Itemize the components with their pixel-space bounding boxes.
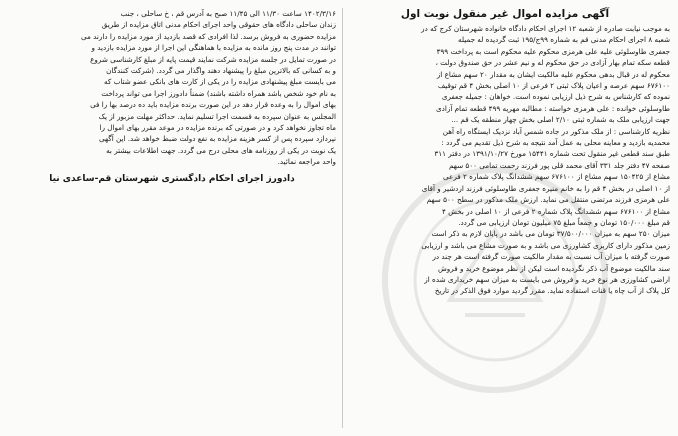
left-column-line: ۱۴۰۲/۳/۱۶ ساعت ۱۱/۳۰ الی ۱۱/۴۵ صبح به آدرس قم ، خ ساحلی ، جنب bbox=[120, 9, 336, 18]
left-column-line: و به کسانی که بالاترین مبلغ را پیشنهاد دهند واگذار می گردد. (شرکت کنندگان bbox=[106, 66, 336, 76]
notice-title: آگهی مزایده اموال غیر منقول نوبت اول bbox=[400, 8, 610, 20]
left-column-line: نپردازد سپرده پس از کسر هزینه مزایده به نفع دولت ضبط خواهد شد. این آگهی bbox=[99, 134, 336, 144]
left-column-line: زندان ساحلی دادگاه های حقوقی واحد اجرای احکام مدنی اتاق مزایده از طریق bbox=[101, 20, 336, 30]
right-column-line: میزان ۲۵۰ سهم به میزان ۳۷/۵۰۰/۰۰۰ تومان می باشد در پایان لازم به ذکر است bbox=[431, 229, 670, 239]
notice-signature: دادورز اجرای احکام دادگستری شهرستان قم-ساعدی نیا bbox=[49, 173, 295, 184]
left-column-line: به نام خود شخص باشد همراه داشته باشند) ضمناً دادورز اجرا می تواند پرداخت bbox=[101, 88, 336, 98]
right-column-line: طبق سند قطعی غیر منقول تحت شماره ۱۵۴۴۱ مورخ ۱۳۹۱/۱۰/۲۷ در دفتر ۳۱۱ bbox=[434, 149, 670, 159]
left-column-line: در صورت تمایل در جلسه مزایده شرکت نمایند قیمت پایه از مبلغ کارشناسی شروع bbox=[90, 54, 336, 64]
right-column-line: محمدیه بازدید و معاینه محلی به عمل آمد نتیجه به شرح ذیل تقدیم می گردد : bbox=[441, 138, 670, 148]
left-column-line: توانند در مدت پنج روز مانده به مزایده با هماهنگی این اجرا از مورد مزایده بازدید و bbox=[91, 43, 336, 53]
right-column-line: از ۱۰ اصلی در بخش ۴ قم را به خانم منیره جعفری طاوسلوئی فرزند اردشیر و آقای bbox=[421, 183, 670, 193]
right-column-line: محکوم له در قبال بدهی محکوم علیه مالکیت ایشان به مقدار ۲۰ سهم مشاع از bbox=[436, 69, 670, 79]
right-column-line: جعفری طاوسلوئی علیه علی هرمزی محکوم علیه محکوم است به پرداخت ۴۹۹ bbox=[436, 46, 670, 56]
right-column-line: به موجب نیابت صادره از شعبه ۱۲ اجرای احکام دادگاه خانواده شهرستان کرج که در bbox=[421, 24, 670, 33]
left-column-line: یک نوبت در یکی از روزنامه های محلی درج می گردد. جهت اطلاعات بیشتر به bbox=[106, 145, 336, 155]
right-column-line: علی هرمزی فرزند مرتضی منتقل می نماید. ارزش ملک مذکور در سطح ۵۰۰ سهم bbox=[426, 195, 670, 205]
left-column-line: ماه تجاوز نخواهد کرد و در صورتی که برنده مزایده در موعد مقرر بهای اموال را bbox=[99, 123, 336, 133]
right-column-line: شعبه ۸ اجرای احکام مدنی قم به شماره ۹۹ج/۱۹۵ ثبت گردیده له جمیله bbox=[458, 35, 670, 45]
right-column-line: طاوسلوئی خوانده : علی هرمزی خواسته : مطالبه مهریه ۴۹۹ قطعه تمام آزادی bbox=[436, 103, 670, 113]
notice-left-column bbox=[8, 8, 336, 184]
right-column-line: صورت گرفته با میزان آب نسبت به مقدار مالکیت صورت گرفته است هر چند در bbox=[432, 252, 670, 262]
left-column-line: مزایده حضوری به فروش برسد. لذا افرادی که قصد بازدید از مورد مزایده را دارند می bbox=[81, 31, 336, 41]
right-column-line: مشاع از ۱۵۰۴۲۵ سهم مشاع از ۶۷۶۱۰۰ سهم ششدانگ پلاک شماره ۲ فرعی bbox=[443, 172, 670, 182]
right-column-line: سند مالکیت موضوع آب ذکر نگردیده است لیکن از نظر موضوع خرید و فروش bbox=[438, 263, 670, 273]
right-column-line: صفحه ۴۷ دفتر جلد ۳۳۱ آقای محمد قلی پور فرزند رحمت تمامی ۵۰۰ سهم bbox=[449, 160, 670, 170]
right-column-line: زمین مذکور دارای کاربری کشاورزی می باشد و به صورت مشاع می باشد و ارزیابی bbox=[421, 240, 670, 250]
right-column-line: قم مبلغ ۱۵۰/۰۰۰ تومان و جمعاً مبلغ ۷۵ میلیون تومان ارزیابی می گردد. bbox=[458, 217, 670, 227]
right-column-lines bbox=[340, 23, 670, 297]
left-column-lines bbox=[8, 8, 336, 168]
right-column-line: قطعه سکه تمام بهار آزادی در حق محکوم له و نیم عشر در حق صندوق دولت ، bbox=[435, 58, 670, 68]
right-column-line: مشاع از ۶۷۶۱۰۰ سهم ششدانگ پلاک شماره ۲ فرعی از ۱۰ اصلی در بخش ۴ bbox=[441, 206, 670, 216]
left-column-line: واحد مراجعه نمائید. bbox=[277, 157, 336, 167]
left-column-line: بهای اموال را به وعده قرار دهد در این صورت برنده مزایده باید ده درصد بها را فی bbox=[90, 100, 336, 110]
left-column-line: می بایست مبلغ پیشنهادی مزایده را در یکی از کارت های بانکی عضو شتاب که bbox=[104, 77, 336, 87]
column-divider bbox=[342, 8, 343, 428]
right-column-line: اراضی کشاورزی هر نوع خرید و فروش می بایست به میزان سهم خریداری شده از bbox=[424, 274, 670, 284]
right-column-line: نظریه کارشناسی : از ملک مذکور در جاده شمس آباد نزدیک ایستگاه راه آهن bbox=[442, 126, 670, 136]
right-column-line: نموده که کارشناس به شرح ذیل ارزیابی نموده است. خواهان : جمیله جعفری bbox=[441, 92, 670, 102]
right-column-line: جهت ارزیابی ملک به شماره ثبتی ۲/۱۰ اصلی بخش چهار منطقه یک قم ... bbox=[451, 115, 670, 125]
right-column-line: کل پلاک از آب چاه یا قنات استفاده نماید. مقرر گردید موارد فوق الذکر در تاریخ bbox=[434, 286, 670, 296]
left-column-line: المجلس به عنوان سپرده به قسمت اجرا تسلیم نماید. حداکثر مهلت مزبور از یک bbox=[98, 111, 336, 121]
notice-right-column bbox=[340, 8, 670, 297]
right-column-line: ۶۷۶۱۰۰ سهم عرصه و اعیان پلاک ثبتی ۲ فرعی از ۱۰ اصلی بخش ۴ قم توقیف bbox=[437, 81, 670, 91]
